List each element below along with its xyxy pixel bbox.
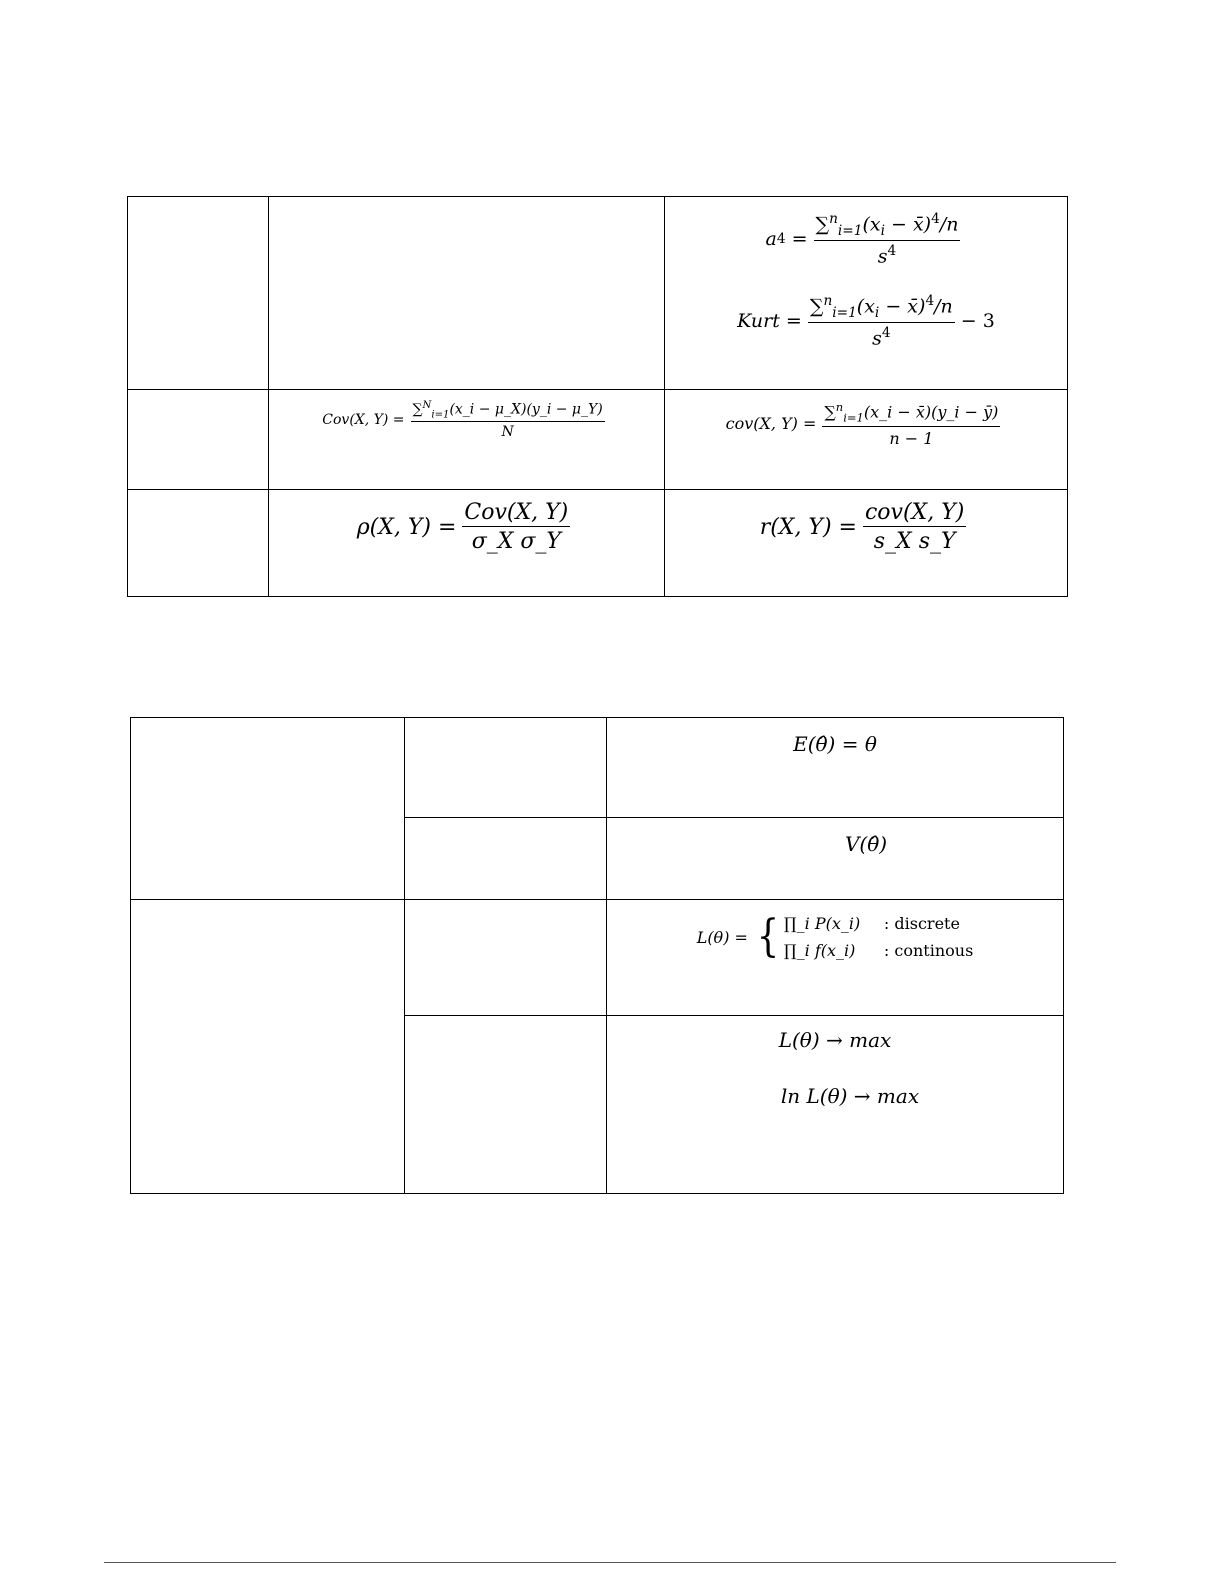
population-covariance-cell — [269, 390, 665, 490]
population-formula-cell — [269, 197, 665, 390]
likelihood-formula: L(θ) = { ∏_i P(x_i) : discrete ∏_i f(x_i) : continous — [696, 911, 974, 962]
sample-correlation-cell — [665, 490, 1068, 597]
property-label-cell — [405, 718, 607, 818]
row-label-cell — [128, 490, 269, 597]
mle-formula-cell — [607, 1016, 1064, 1194]
unbiased-formula-cell — [607, 718, 1064, 818]
footer-rule — [104, 1562, 1116, 1563]
likelihood-formula-cell — [607, 900, 1064, 1016]
table-row — [128, 390, 1068, 490]
population-covariance-formula: Cov(X, Y) = $\frac{\sum^N_{i=1}(x\_i - \mu\_X)(y\_i - \mu\_Y)}{N}$ — [322, 400, 603, 441]
formula-table-dispersion — [127, 196, 1068, 597]
maximize-log-likelihood-formula: ln L(θ) → max — [780, 1084, 920, 1108]
table-row — [128, 197, 1068, 390]
kurtosis-a4-formula: a 4 = $\frac{\sum^n_{i=1}(x_i - x̄)^4/n}{s^4}$ — [765, 211, 959, 268]
kurtosis-excess-formula: Kurt = $\frac{\sum^n_{i=1}(x_i - x̄)^4/n}{s^4}$ − 3 — [737, 293, 995, 350]
sample-formula-cell — [665, 197, 1068, 390]
sample-covariance-formula: cov(X, Y) = $\frac{\sum^n_{i=1}(x\_i - x̄)(y\_i - ȳ)}{n - 1}$ — [725, 400, 999, 448]
unbiased-formula: E(θ̂) = θ — [793, 732, 877, 756]
table-row — [128, 490, 1068, 597]
property-label-cell — [405, 900, 607, 1016]
table-row — [131, 718, 1064, 818]
population-correlation-cell — [269, 490, 665, 597]
sample-correlation-formula: r(X, Y) = $\frac{\text{cov(X, Y)}}{\text{s\_X s\_Y}}$ — [759, 500, 965, 554]
row-label-cell — [128, 390, 269, 490]
property-label-cell — [405, 818, 607, 900]
variance-formula: V(θ̂) — [844, 832, 888, 856]
group-label-cell — [131, 718, 405, 900]
formula-table-estimation — [130, 717, 1064, 1194]
variance-formula-cell — [607, 818, 1064, 900]
group-label-cell — [131, 900, 405, 1194]
maximize-likelihood-formula: L(θ) → max — [778, 1028, 892, 1052]
row-label-cell — [128, 197, 269, 390]
property-label-cell — [405, 1016, 607, 1194]
population-correlation-formula: ρ(X, Y) = $\frac{\text{Cov(X, Y)}}{\text{σ\_X σ\_Y}}$ — [356, 500, 569, 554]
sample-covariance-cell — [665, 390, 1068, 490]
table-row — [131, 900, 1064, 1016]
